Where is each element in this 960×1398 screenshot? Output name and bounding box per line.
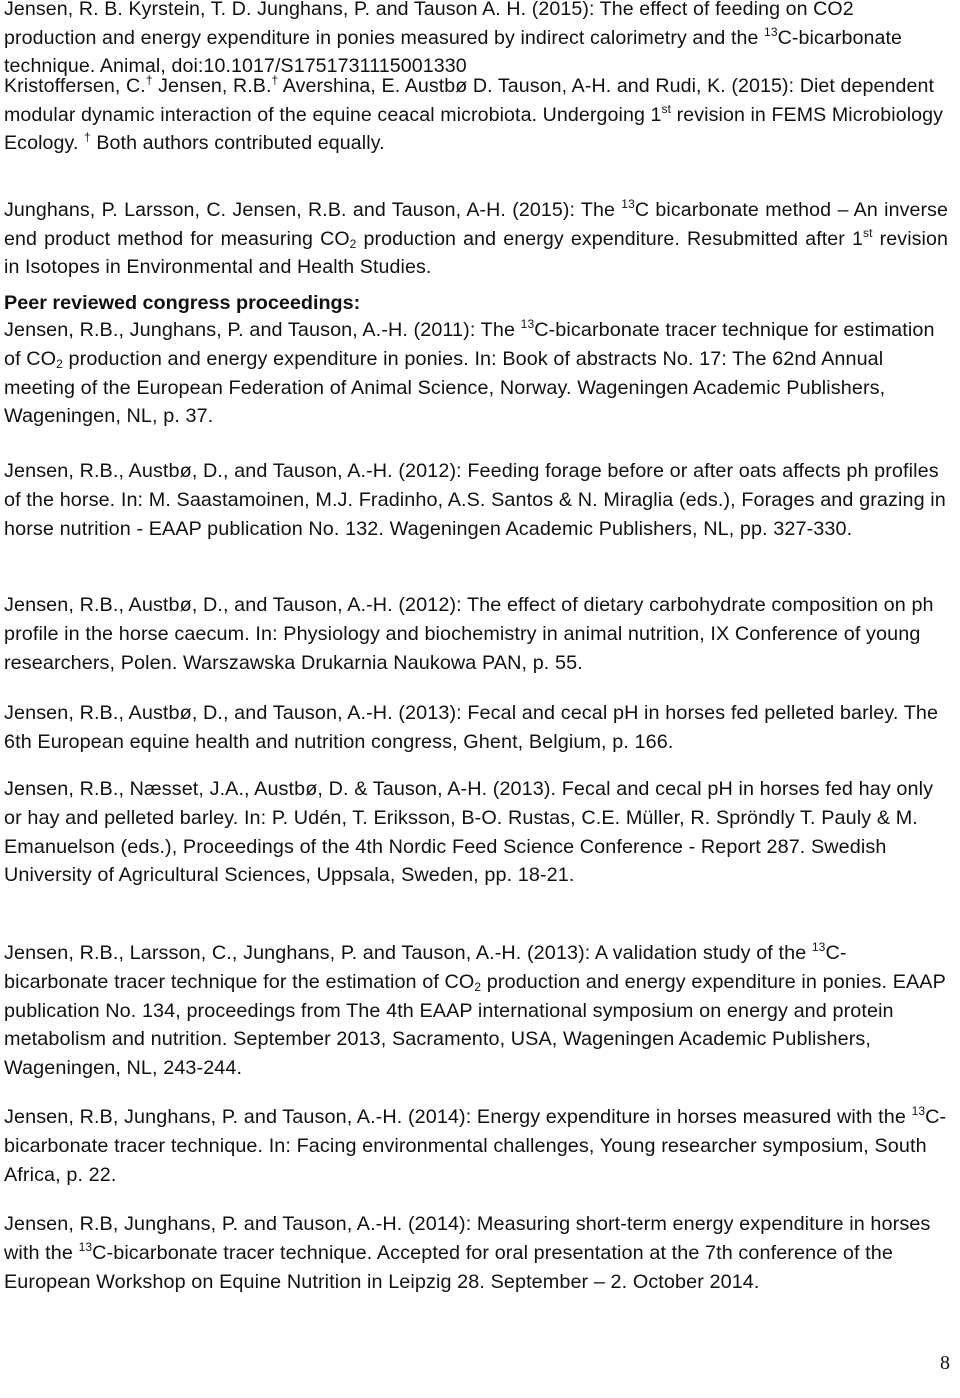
proceeding-jensen-2012-caecum: Jensen, R.B., Austbø, D., and Tauson, A.-H. (2012): The effect of dietary carbohydrate composition on ph profile in the horse caecum. In: Physiology and biochemistry in animal nutrition, IX Conference of young researchers, Polen. Warszawska Drukarnia Naukowa PAN, p. 55.	[4, 594, 934, 674]
reference-text: production and energy expenditure in ponies. In: Book of abstracts No. 17: The 62nd Annual meeting of the European Federation of Animal Science, Norway. Wageningen Academic Publishers, Wageningen, NL, p. 37.	[4, 347, 886, 428]
proceeding-jensen-2013-nordic: Jensen, R.B., Næsset, J.A., Austbø, D. & Tauson, A-H. (2013). Fecal and cecal pH in horses fed hay only or hay and pelleted barley. In: P. Udén, T. Eriksson, B-O. Rustas, C.E. Müller, R. Spröndly T. Pauly & M. Emanuelson (eds.), Proceedings of the 4th Nordic Feed Science Conference - Report 287. Swedish University of Agricultural Sciences, Uppsala, Sweden, pp. 18-21.	[4, 778, 934, 887]
reference-text: production and energy expenditure in ponies. EAAP publication No. 134, proceedings from The 4th EAAP international symposium on energy and protein metabolism and nutrition. September 2013, Sacramento, USA, Wageningen Academic Publishers, Wageningen, NL, 243-244.	[4, 970, 946, 1080]
reference-text: C-bicarbonate technique. Animal, doi:10.1017/S1751731115001330	[4, 26, 902, 77]
dagger-mark: †	[84, 130, 91, 144]
reference-text: Kristoffersen, C.	[4, 75, 146, 97]
reference-text: C-bicarbonate tracer technique. Accepted for oral presentation at the 7th conference of the European Workshop on Equine Nutrition in Leipzig 28. September – 2. October 2014.	[4, 1241, 893, 1293]
dagger-mark: †	[145, 73, 153, 87]
superscript: st	[661, 101, 672, 116]
subscript: 2	[349, 236, 357, 251]
reference-junghans-2015	[4, 196, 948, 282]
reference-text: Jensen, R. B. Kyrstein, T. D. Junghans, P. and Tauson A. H. (2015): The effect of feeding on CO2 production and energy expenditure in ponies measured by indirect calorimetry and the	[4, 0, 854, 49]
reference-text: Avershina, E. Austbø D. Tauson, A-H. and Rudi, K. (2015): Diet dependent modular dynamic interaction of the equine ceacal microbiota. Undergoing 1	[4, 75, 935, 126]
reference-text: Jensen, R.B., Junghans, P. and Tauson, A.-H. (2011): The	[4, 319, 521, 341]
superscript: 13	[520, 317, 535, 331]
superscript: 13	[78, 1239, 93, 1254]
reference-text: production and energy expenditure. Resubmitted after 1	[356, 227, 864, 250]
subscript: 2	[56, 356, 63, 371]
reference-text: C bicarbonate method – An inverse end product method for measuring CO	[4, 199, 948, 250]
superscript: st	[863, 225, 873, 240]
proceeding-jensen-2013-fecal: Jensen, R.B., Austbø, D., and Tauson, A.-H. (2013): Fecal and cecal pH in horses fed pelleted barley. The 6th European equine health and nutrition congress, Ghent, Belgium, p. 166.	[4, 702, 939, 753]
reference-text: revision in Isotopes in Environmental and Health Studies.	[4, 227, 948, 278]
proceeding-jensen-2013-validation	[4, 939, 948, 1083]
reference-text: C-bicarbonate tracer technique for the estimation of CO	[4, 942, 847, 993]
reference-text: C-bicarbonate tracer technique. In: Facing environmental challenges, Young researcher symposium, South Africa, p. 22.	[4, 1106, 947, 1186]
reference-kristoffersen-2015	[4, 72, 948, 158]
dagger-mark: †	[271, 73, 279, 87]
proceeding-jensen-2014-leipzig	[4, 1210, 948, 1296]
reference-text: Jensen, R.B.	[152, 75, 272, 97]
proceeding-jensen-2011	[4, 316, 948, 431]
proceeding-jensen-2012-forage: Jensen, R.B., Austbø, D., and Tauson, A.-H. (2012): Feeding forage before or after oats affects ph profiles of the horse. In: M. Saastamoinen, M.J. Fradinho, A.S. Santos & N. Miraglia (eds.), Forages and grazing in horse nutrition - EAAP publication No. 132. Wageningen Academic Publishers, NL, pp. 327-330.	[4, 460, 946, 540]
superscript: 13	[811, 940, 826, 954]
reference-text: revision in FEMS Microbiology Ecology.	[4, 103, 944, 154]
subscript: 2	[474, 979, 482, 994]
reference-text: Jensen, R.B, Junghans, P. and Tauson, A.-H. (2014): Energy expenditure in horses measured with the	[4, 1106, 912, 1128]
reference-text: Jensen, R.B., Larsson, C., Junghans, P. and Tauson, A.-H. (2013): A validation study of the	[4, 942, 812, 964]
reference-text: Jensen, R.B, Junghans, P. and Tauson, A.-H. (2014): Measuring short-term energy expenditure in horses with the	[4, 1213, 931, 1264]
superscript: 13	[764, 24, 778, 39]
reference-text: Both authors contributed equally.	[90, 132, 385, 154]
superscript: 13	[621, 197, 635, 211]
reference-text: C-bicarbonate tracer technique for estimation of CO	[4, 319, 935, 370]
page-number: 8	[940, 1352, 950, 1374]
section-heading: Peer reviewed congress proceedings:	[4, 292, 361, 314]
proceeding-jensen-2014-young	[4, 1103, 948, 1189]
reference-text: Junghans, P. Larsson, C. Jensen, R.B. and Tauson, A-H. (2015): The	[4, 199, 622, 221]
reference-jensen-2015-animal	[4, 0, 948, 81]
superscript: 13	[911, 1104, 926, 1118]
